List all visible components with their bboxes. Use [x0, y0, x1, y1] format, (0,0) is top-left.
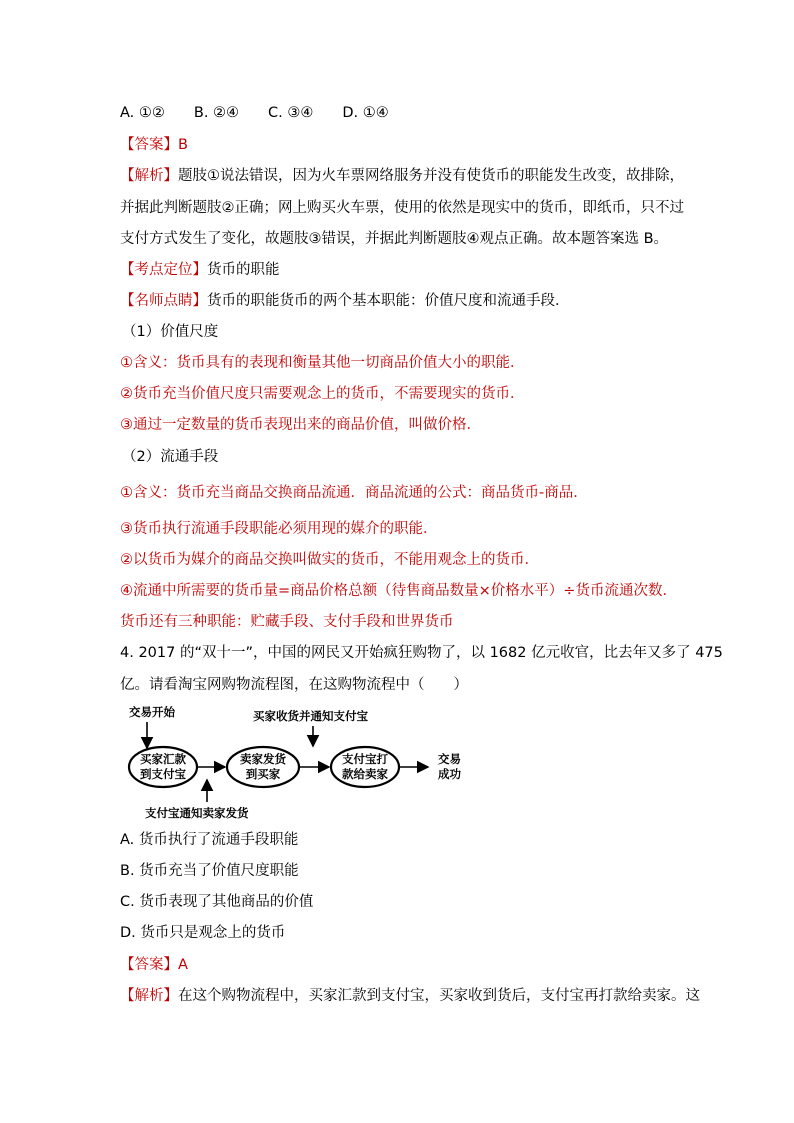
- q3-analysis-line-3: 支付方式发生了变化，故题肢③错误，并据此判断题肢④观点正确。故本题答案选 B。: [120, 231, 669, 247]
- flow-end-line-2: 成功: [438, 767, 461, 781]
- q3-mingshi: [120, 291, 570, 311]
- analysis-text: 在这个购物流程中，买家汇款到支付宝，买家收到货后，支付宝再打款给卖家。这: [178, 988, 700, 1004]
- flow-node-1-line-1: 买家汇款: [140, 752, 186, 766]
- q3-answer: [120, 135, 188, 155]
- answer-tag: 【答案】: [120, 957, 178, 973]
- point-2c: ②以货币为媒介的商品交换叫做实的货币，不能用观念上的货币．: [120, 552, 539, 568]
- q3-options: A. ①② B. ②④ C. ③④ D. ①④: [120, 105, 389, 121]
- point-2b: ③货币执行流通手段职能必须用现的媒介的职能．: [120, 521, 438, 537]
- q4-stem-line-1: 4. 2017 的“双十一”，中国的网民又开始疯狂购物了，以 1682 亿元收官，比去年又多了 475: [120, 645, 723, 661]
- q4-analysis-line-1: [120, 986, 700, 1006]
- answer-value: A: [178, 957, 188, 973]
- section-circulation: （2）流通手段: [122, 449, 219, 465]
- flow-bottom-label: 支付宝通知卖家发货: [145, 806, 249, 820]
- q4-answer: [120, 955, 188, 975]
- point-1a: ①含义：货币具有的表现和衡量其他一切商品价值大小的职能．: [120, 355, 525, 371]
- q3-kaodian: [120, 260, 280, 280]
- flow-start-label: 交易开始: [129, 705, 175, 719]
- point-1c: ③通过一定数量的货币表现出来的商品价值，叫做价格．: [120, 417, 481, 433]
- taobao-flowchart: [125, 700, 470, 825]
- flow-top-label: 买家收货并通知支付宝: [253, 709, 368, 723]
- q3-analysis-line-2: 并据此判断题肢②正确；网上购买火车票，使用的依然是现实中的货币，即纸币，只不过: [120, 200, 684, 216]
- answer-tag: 【答案】: [120, 137, 178, 153]
- answer-value: B: [178, 137, 188, 153]
- q4-option-a: A. 货币执行了流通手段职能: [120, 832, 299, 848]
- point-3: 货币还有三种职能：贮藏手段、支付手段和世界货币: [120, 614, 454, 630]
- flow-node-2-line-1: 卖家发货: [240, 752, 286, 766]
- flow-node-3-line-1: 支付宝打: [342, 752, 388, 766]
- q4-option-c: C. 货币表现了其他商品的价值: [120, 894, 314, 910]
- flow-node-3-line-2: 款给卖家: [342, 767, 388, 781]
- analysis-tag: 【解析】: [120, 988, 178, 1004]
- analysis-tag: 【解析】: [120, 168, 178, 184]
- kaodian-tag: 【考点定位】: [120, 262, 207, 278]
- point-1b: ②货币充当价值尺度只需要观念上的货币，不需要现实的货币．: [120, 386, 525, 402]
- flow-node-2-line-2: 到买家: [245, 767, 281, 781]
- point-2d: ④流通中所需要的货币量=商品价格总额（待售商品数量×价格水平）÷货币流通次数．: [120, 583, 677, 599]
- q4-option-d: D. 货币只是观念上的货币: [120, 925, 286, 941]
- section-value-measure: （1）价值尺度: [122, 324, 219, 340]
- point-2a: ①含义：货币充当商品交换商品流通．商品流通的公式：商品货币-商品．: [120, 485, 588, 501]
- kaodian-text: 货币的职能: [207, 262, 280, 278]
- flow-node-1-line-2: 到支付宝: [140, 767, 186, 781]
- flow-end-line-1: 交易: [438, 752, 461, 766]
- mingshi-text: 货币的职能货币的两个基本职能：价值尺度和流通手段．: [207, 293, 570, 309]
- q4-stem-line-2: 亿。请看淘宝网购物流程图，在这购物流程中（ ）: [120, 677, 468, 693]
- q3-analysis-line-1: [120, 166, 684, 186]
- analysis-text: 题肢①说法错误，因为火车票网络服务并没有使货币的职能发生改变，故排除，: [178, 168, 684, 184]
- mingshi-tag: 【名师点睛】: [120, 293, 207, 309]
- q4-option-b: B. 货币充当了价值尺度职能: [120, 863, 299, 879]
